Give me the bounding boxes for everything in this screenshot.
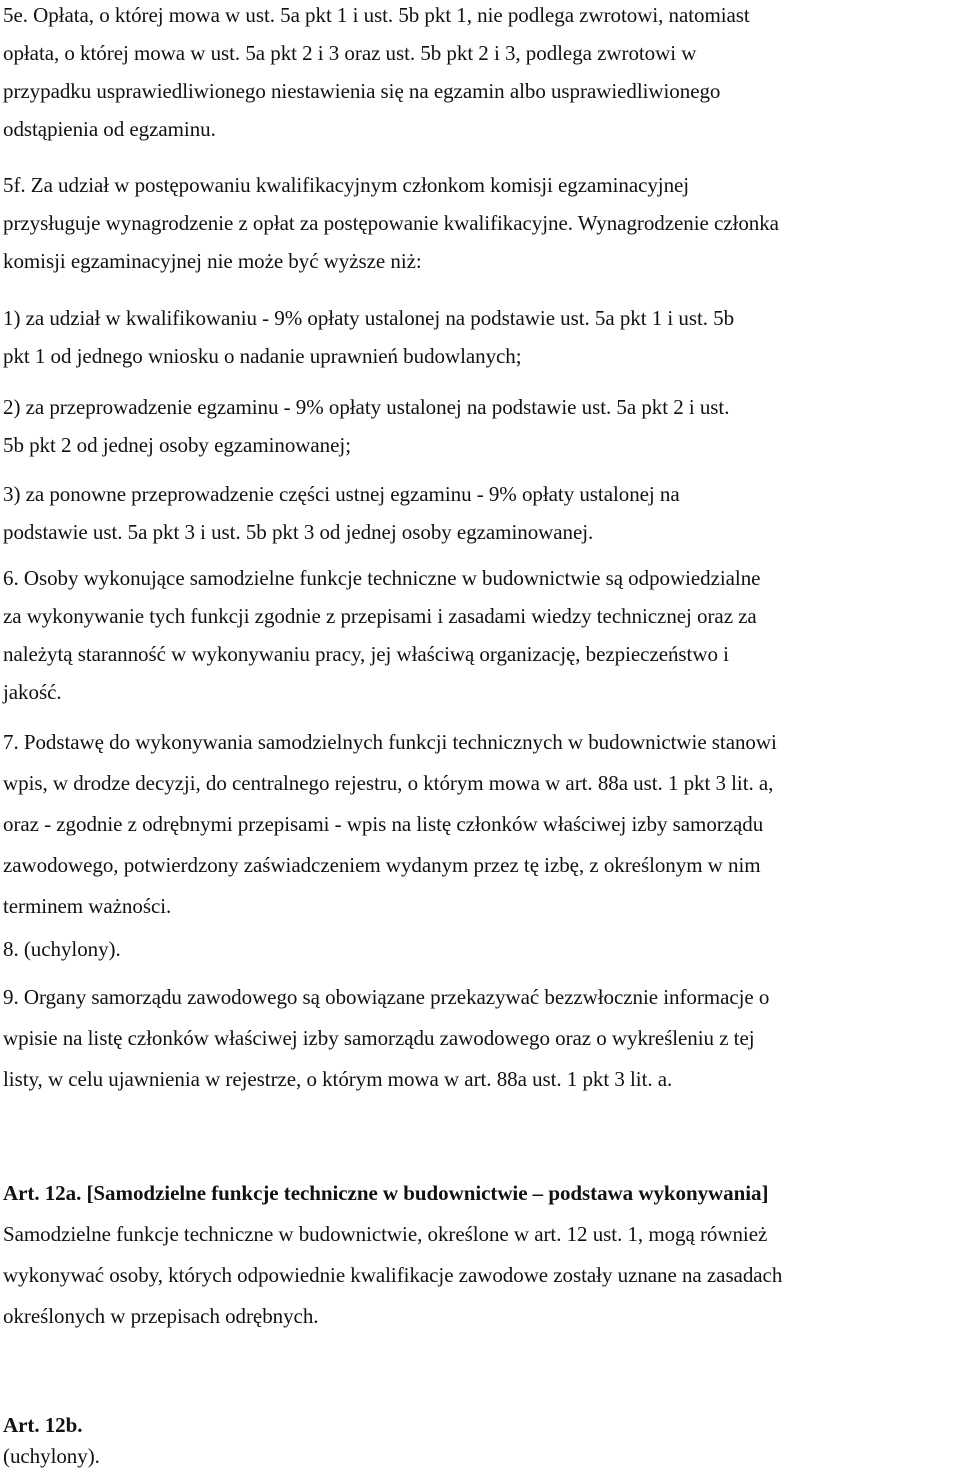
text-line: określonych w przepisach odrębnych. xyxy=(3,1304,319,1328)
list-item-3 xyxy=(3,475,960,551)
text-line: przysługuje wynagrodzenie z opłat za postępowanie kwalifikacyjne. Wynagrodzenie członka xyxy=(3,211,779,235)
text-line: 9. Organy samorządu zawodowego są obowiązane przekazywać bezzwłocznie informacje o xyxy=(3,985,770,1009)
list-item-2 xyxy=(3,388,960,464)
text-line: 5e. Opłata, o której mowa w ust. 5a pkt 1 i ust. 5b pkt 1, nie podlega zwrotowi, natomiast xyxy=(3,3,750,27)
article-12a xyxy=(3,1173,960,1337)
text-line: jakość. xyxy=(3,680,62,704)
article-status: (uchylony). xyxy=(3,1444,100,1468)
text-line: 3) za ponowne przeprowadzenie części ustnej egzaminu - 9% opłaty ustalonej na xyxy=(3,482,680,506)
text-line: 5b pkt 2 od jednej osoby egzaminowanej; xyxy=(3,433,351,457)
text-line: Samodzielne funkcje techniczne w budownictwie, określone w art. 12 ust. 1, mogą również xyxy=(3,1222,768,1246)
text-line: 8. (uchylony). xyxy=(3,937,121,961)
text-line: wpisie na listę członków właściwej izby samorządu zawodowego oraz o wykreśleniu z tej xyxy=(3,1026,755,1050)
text-line: 7. Podstawę do wykonywania samodzielnych funkcji technicznych w budownictwie stanowi xyxy=(3,730,777,754)
text-line: przypadku usprawiedliwionego niestawienia się na egzamin albo usprawiedliwionego xyxy=(3,79,721,103)
text-line: za wykonywanie tych funkcji zgodnie z przepisami i zasadami wiedzy technicznej oraz za xyxy=(3,604,757,628)
text-line: zawodowego, potwierdzony zaświadczeniem wydanym przez tę izbę, z określonym w nim xyxy=(3,853,761,877)
text-line: podstawie ust. 5a pkt 3 i ust. 5b pkt 3 od jednej osoby egzaminowanej. xyxy=(3,520,594,544)
text-line: 5f. Za udział w postępowaniu kwalifikacyjnym członkom komisji egzaminacyjnej xyxy=(3,173,690,197)
text-line: odstąpienia od egzaminu. xyxy=(3,117,216,141)
text-line: listy, w celu ujawnienia w rejestrze, o którym mowa w art. 88a ust. 1 pkt 3 lit. a. xyxy=(3,1067,673,1091)
text-line: oraz - zgodnie z odrębnymi przepisami - wpis na listę członków właściwej izby samorządu xyxy=(3,812,764,836)
text-line: terminem ważności. xyxy=(3,894,172,918)
text-line: 1) za udział w kwalifikowaniu - 9% opłaty ustalonej na podstawie ust. 5a pkt 1 i ust. 5b xyxy=(3,306,735,330)
paragraph-5e xyxy=(3,0,960,148)
paragraph-6 xyxy=(3,559,960,711)
text-line: wpis, w drodze decyzji, do centralnego rejestru, o którym mowa w art. 88a ust. 1 pkt 3 lit. a, xyxy=(3,771,774,795)
text-line: 2) za przeprowadzenie egzaminu - 9% opłaty ustalonej na podstawie ust. 5a pkt 2 i ust. xyxy=(3,395,730,419)
paragraph-7 xyxy=(3,722,960,927)
text-line: komisji egzaminacyjnej nie może być wyższe niż: xyxy=(3,249,422,273)
text-line: pkt 1 od jednego wniosku o nadanie uprawnień budowlanych; xyxy=(3,344,522,368)
text-line: opłata, o której mowa w ust. 5a pkt 2 i 3 oraz ust. 5b pkt 2 i 3, podlega zwrotowi w xyxy=(3,41,697,65)
article-heading: Art. 12a. [Samodzielne funkcje techniczne w budownictwie – podstawa wykonywania] xyxy=(3,1181,769,1205)
text-line: 6. Osoby wykonujące samodzielne funkcje techniczne w budownictwie są odpowiedzialne xyxy=(3,566,761,590)
text-line: wykonywać osoby, których odpowiednie kwalifikacje zawodowe zostały uznane na zasadach xyxy=(3,1263,783,1287)
text-line: należytą staranność w wykonywaniu pracy, jej właściwą organizację, bezpieczeństwo i xyxy=(3,642,729,666)
paragraph-8 xyxy=(3,929,960,970)
article-heading: Art. 12b. xyxy=(3,1413,83,1437)
paragraph-5f xyxy=(3,166,960,280)
article-12b xyxy=(3,1410,960,1472)
list-item-1 xyxy=(3,299,960,375)
paragraph-9 xyxy=(3,977,960,1100)
